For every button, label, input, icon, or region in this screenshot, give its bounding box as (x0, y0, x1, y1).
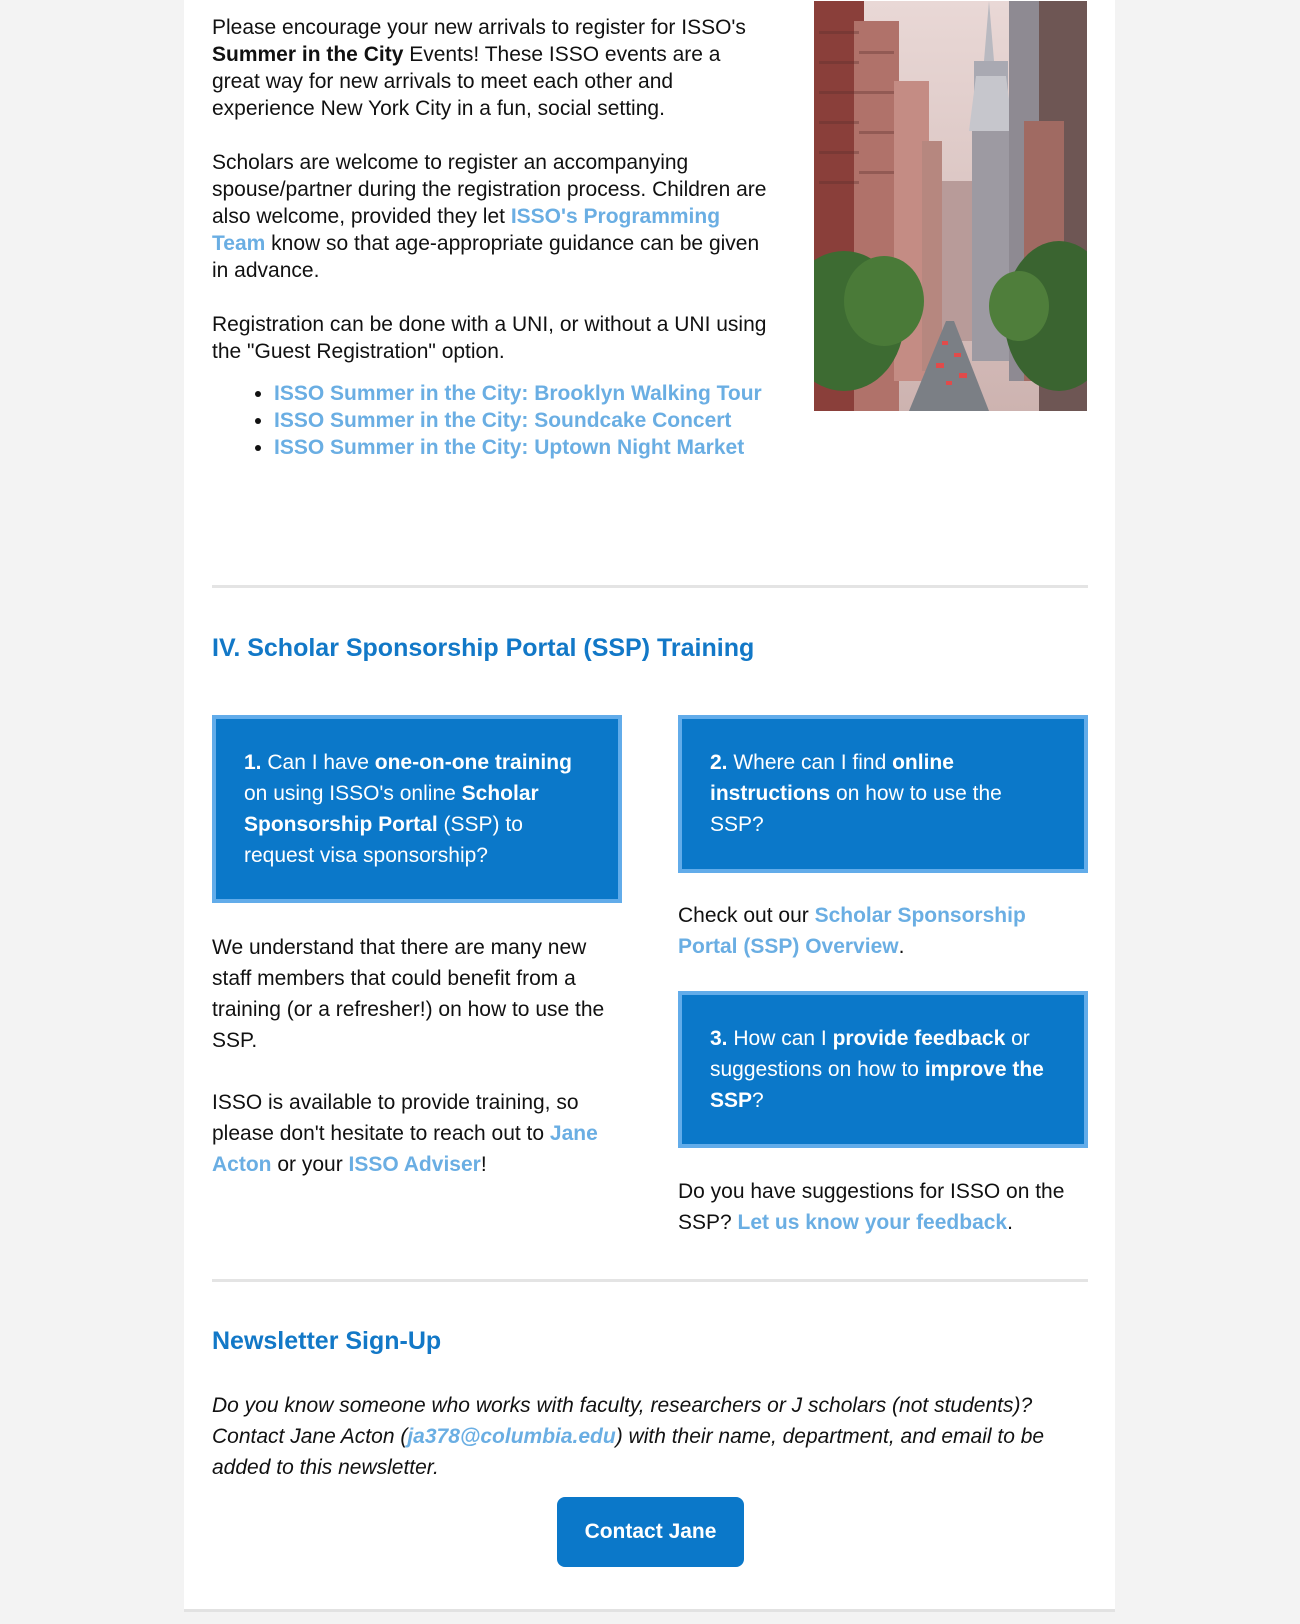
answer-2: Check out our Scholar Sponsorship Portal (SSP) Overview. (678, 904, 1026, 958)
soundcake-concert-link[interactable]: ISSO Summer in the City: Soundcake Concert (274, 409, 732, 432)
section-divider (212, 585, 1088, 588)
answer-1 (212, 932, 622, 1211)
feedback-link[interactable]: Let us know your feedback (737, 1211, 1008, 1234)
summer-events-intro (212, 14, 772, 461)
ssp-section-title: IV. Scholar Sponsorship Portal (SSP) Training (212, 634, 755, 662)
jane-acton-link[interactable]: Jane Acton (212, 1122, 598, 1176)
list-item (274, 407, 772, 434)
brooklyn-walking-tour-link[interactable]: ISSO Summer in the City: Brooklyn Walking Tour (274, 382, 762, 405)
intro-paragraph-1: Please encourage your new arrivals to register for ISSO's Summer in the City Events! These ISSO events are a great way for new arrivals to meet each other and experience New York City in a fun, social setting. (212, 16, 746, 120)
nyc-street-photo (814, 1, 1087, 411)
question-box-1: 1. Can I have one-on-one training on using ISSO's online Scholar Sponsorship Portal (SSP) to request visa sponsorship? (212, 715, 622, 903)
email-link[interactable]: ja378@columbia.edu (407, 1425, 616, 1448)
ssp-overview-link[interactable]: Scholar Sponsorship Portal (SSP) Overview (678, 904, 1026, 958)
newsletter-signup-text: Do you know someone who works with faculty, researchers or J scholars (not students)? Contact Jane Acton (ja378@columbia.edu) with their name, department, and email to be added to this newsletter. (212, 1394, 1045, 1479)
section-divider (212, 1279, 1088, 1282)
isso-adviser-link[interactable]: ISSO Adviser (348, 1153, 481, 1176)
uptown-night-market-link[interactable]: ISSO Summer in the City: Uptown Night Market (274, 436, 745, 459)
answer-1-paragraph-1: We understand that there are many new staff members that could benefit from a training (or a refresher!) on how to use the SSP. (212, 936, 605, 1052)
event-list (212, 380, 772, 461)
contact-jane-button[interactable]: Contact Jane (557, 1497, 744, 1567)
answer-3: Do you have suggestions for ISSO on the SSP? Let us know your feedback. (678, 1180, 1065, 1234)
list-item (274, 434, 772, 461)
programming-team-link[interactable]: ISSO's Programming Team (212, 205, 721, 255)
intro-paragraph-3: Registration can be done with a UNI, or without a UNI using the "Guest Registration" option. (212, 313, 767, 363)
footer-divider (184, 1609, 1115, 1612)
question-box-2: 2. Where can I find online instructions on how to use the SSP? (678, 715, 1088, 873)
answer-1-paragraph-2: ISSO is available to provide training, so please don't hesitate to reach out to Jane Acton or your ISSO Adviser! (212, 1091, 598, 1176)
list-item (274, 380, 772, 407)
question-box-3: 3. How can I provide feedback or suggestions on how to improve the SSP? (678, 991, 1088, 1148)
newsletter-title: Newsletter Sign-Up (212, 1327, 442, 1355)
intro-paragraph-2: Scholars are welcome to register an accompanying spouse/partner during the registration process. Children are also welcome, provided they let ISSO's Programming Team know so that age-appropriate guidance can be given in advance. (212, 151, 767, 282)
